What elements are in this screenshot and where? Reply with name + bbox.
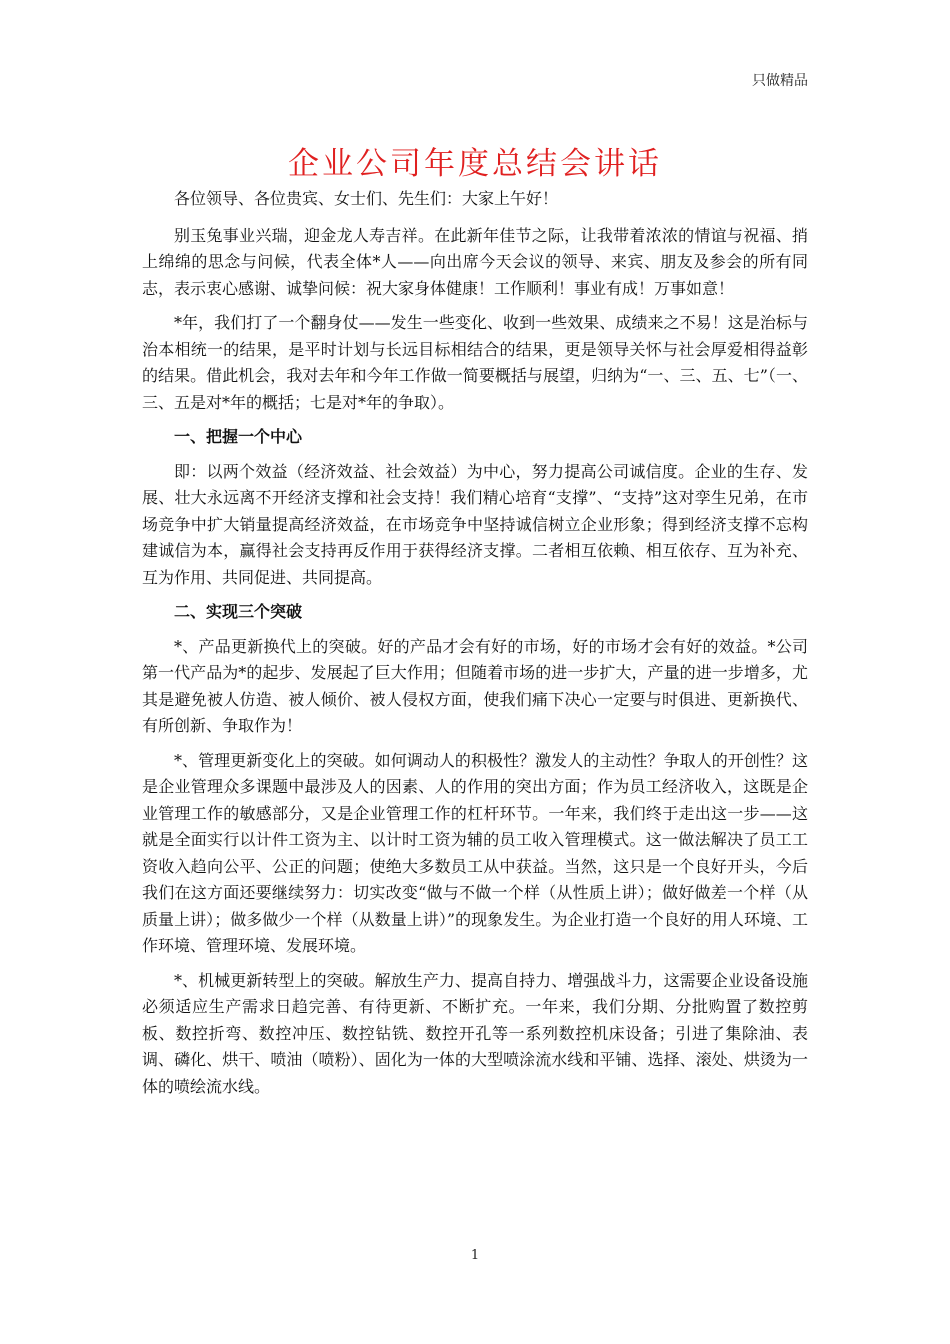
greeting-paragraph: 各位领导、各位贵宾、女士们、先生们：大家上午好！ [174,189,559,208]
section2-paragraph-1: *、产品更新换代上的突破。好的产品才会有好的市场，好的市场才会有好的效益。*公司第一代产品为*的起步、发展起了巨大作用；但随着市场的进一步扩大，产量的进一步增多，尤其是避免被人仿造、被人倾价、被人侵权方面，使我们痛下决心一定要与时俱进、更新换代、有所创新、争取作为！ [142,636,808,735]
document-body [142,186,808,1108]
section-heading-1: 一、把握一个中心 [174,427,303,446]
document-title: 企业公司年度总结会讲话 [288,146,662,182]
intro-paragraph-2: *年，我们打了一个翻身仗——发生一些变化、收到一些效果、成绩来之不易！这是治标与治本相统一的结果，是平时计划与长远目标相结合的结果，更是领导关怀与社会厚爱相得益彰的结果。借此机会，我对去年和今年工作做一简要概括与展望，归纳为“一、三、五、七”（一、三、五是对*年的概括；七是对*年的争取）。 [142,313,808,412]
page-number: 1 [470,1248,480,1263]
section2-paragraph-2: *、管理更新变化上的突破。如何调动人的积极性？激发人的主动性？争取人的开创性？这是企业管理众多课题中最涉及人的因素、人的作用的突出方面；作为员工经济收入，这既是企业管理工作的敏感部分，又是企业管理工作的杠杆环节。一年来，我们终于走出这一步——这就是全面实行以计件工资为主、以计时工资为辅的员工收入管理模式。这一做法解决了员工工资收入趋向公平、公正的问题；使绝大多数员工从中获益。当然，这只是一个良好开头，今后我们在这方面还要继续努力：切实改变“做与不做一个样（从性质上讲）；做好做差一个样（从质量上讲）；做多做少一个样（从数量上讲）”的现象发生。为企业打造一个良好的用人环境、工作环境、管理环境、发展环境。 [142,750,808,955]
section-heading-2: 二、实现三个突破 [174,602,303,621]
intro-paragraph-1: 别玉兔事业兴瑞，迎金龙人寿吉祥。在此新年佳节之际，让我带着浓浓的情谊与祝福、捎上绵绵的思念与问候，代表全体*人——向出席今天会议的领导、来宾、朋友及参会的所有同志，表示衷心感谢、诚挚问候：祝大家身体健康！工作顺利！事业有成！万事如意！ [142,225,808,298]
section1-paragraph-1: 即：以两个效益（经济效益、社会效益）为中心，努力提高公司诚信度。企业的生存、发展、壮大永远离不开经济支撑和社会支持！我们精心培育“支撑”、“支持”这对孪生兄弟，在市场竞争中扩大销量提高经济效益，在市场竞争中坚持诚信树立企业形象；得到经济支撑不忘构建诚信为本，赢得社会支持再反作用于获得经济支撑。二者相互依赖、相互依存、互为补充、互为作用、共同促进、共同提高。 [142,461,808,587]
header-note: 只做精品 [752,73,808,89]
section2-paragraph-3: *、机械更新转型上的突破。解放生产力、提高自持力、增强战斗力，这需要企业设备设施必须适应生产需求日趋完善、有待更新、不断扩充。一年来，我们分期、分批购置了数控剪板、数控折弯、数控冲压、数控钻铣、数控开孔等一系列数控机床设备；引进了集除油、表调、磷化、烘干、喷油（喷粉）、固化为一体的大型喷涂流水线和平铺、选择、滚处、烘烫为一体的喷绘流水线。 [142,970,808,1096]
